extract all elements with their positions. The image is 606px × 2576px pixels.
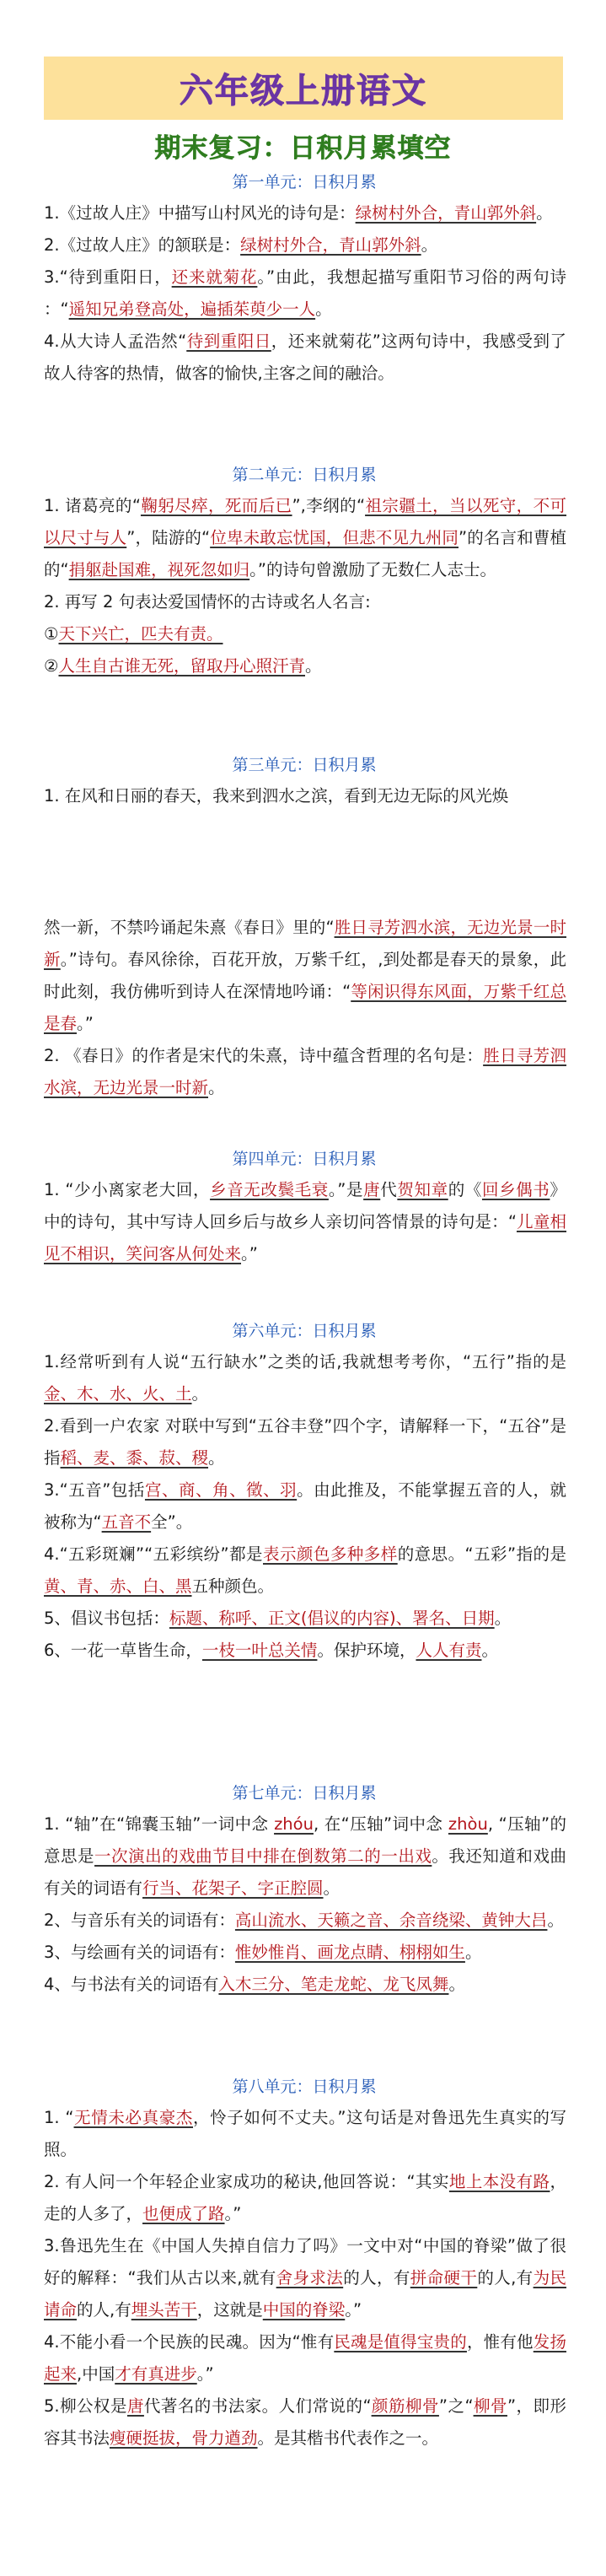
answer-text: 唐 (363, 1180, 381, 1199)
prompt-text: ”，陆游的“ (126, 528, 211, 547)
prompt-text: 3.“待到重阳日， (44, 267, 172, 287)
fill-in-item (44, 780, 566, 812)
answer-text: 惟妙惟肖、画龙点睛、栩栩如生 (234, 1943, 465, 1962)
unit-section (44, 1144, 566, 1270)
answer-text: 鞠躬尽瘁，死而后已 (140, 496, 292, 515)
prompt-text: 。 (448, 1975, 465, 1994)
prompt-text: ”，即形容其书法 (44, 2396, 566, 2448)
fill-in-item (44, 490, 566, 586)
prompt-text: 3、与绘画有关的词语有： (44, 1943, 235, 1962)
fill-in-item (44, 2166, 566, 2230)
fill-in-item (44, 650, 566, 682)
answer-text: 柳骨 (473, 2396, 507, 2416)
fill-in-item (44, 1539, 566, 1603)
fill-in-item (44, 1969, 566, 2001)
prompt-text: 。”由此，我想起描写重阳节习俗的两句诗 ：“ (44, 267, 566, 319)
prompt-text: 。 (481, 1641, 498, 1660)
prompt-text: 然一新，不禁吟诵起朱熹《春日》里的“ (44, 918, 335, 937)
prompt-text: 》中的诗句，其中写诗人回乡后与故乡人亲切问答情景的诗句是：“ (44, 1180, 566, 1231)
prompt-text: 2. 再写 2 句表达爱国情怀的古诗或名人名言: (44, 592, 371, 612)
fill-in-item (44, 1905, 566, 1937)
answer-text: 地上本没有路 (448, 2172, 550, 2191)
fill-in-item (44, 1937, 566, 1969)
prompt-text: , 在“压轴”词中念 (313, 1814, 448, 1834)
fill-in-item (44, 1635, 566, 1667)
answer-text: 瘦硬挺拔，骨力遒劲 (110, 2428, 258, 2448)
unit-section (44, 460, 566, 682)
prompt-text: 4.不能小看一个民族的民魂。因为“惟有 (44, 2332, 335, 2352)
section-heading: 第八单元：日积月累 (232, 2078, 377, 2096)
prompt-text: 。 (315, 299, 332, 319)
prompt-text: 2.看到一户农家 对联中写到“五谷丰登”四个字，请解释一下，“五谷”是指 (44, 1416, 566, 1468)
prompt-text: 。” (196, 2364, 214, 2384)
answer-text: 儿童相见不相识，笑问客从何处来 (44, 1212, 566, 1264)
answer-text: 入木三分、笔走龙蛇、龙飞凤舞 (218, 1975, 449, 1994)
prompt-text: 1.经常听到有人说“五行缺水”之类的话,我就想考考你，“五行”指的是 (44, 1352, 566, 1372)
answer-text: 还来就菊花 (171, 267, 258, 287)
prompt-text: ”之“ (438, 2396, 474, 2416)
prompt-text: ，还来就菊花”这两句诗中，我感受到了故人待客的热情，做客的愉快,主客之间的融洽。 (44, 331, 566, 383)
prompt-text: 。” (224, 2204, 242, 2223)
fill-in-item (44, 912, 566, 1040)
prompt-text: 。 (305, 656, 322, 676)
section-heading: 第四单元：日积月累 (232, 1150, 377, 1168)
fill-in-item (44, 1040, 566, 1104)
prompt-text: ，这就是 (196, 2300, 263, 2320)
prompt-text: 。 (536, 203, 553, 223)
prompt-text: 。 (547, 1910, 564, 1930)
fill-in-item (44, 229, 566, 261)
answer-text: 也便成了路 (142, 2204, 225, 2223)
answer-text: 位卑未敢忘忧国，但悲不见九州同 (210, 528, 459, 547)
answer-text: 金、木、水、火、土 (44, 1384, 192, 1404)
answer-text: 一次演出的戏曲节目中排在倒数第二的一出戏 (94, 1846, 432, 1866)
prompt-text: 2、与音乐有关的词语有： (44, 1910, 235, 1930)
unit-section (44, 2072, 566, 2455)
answer-text: 中国的脊梁 (262, 2300, 346, 2320)
prompt-text: 的人,有 (77, 2300, 131, 2320)
prompt-text: 。保护环境， (317, 1641, 416, 1660)
prompt-text: 。我还知道和戏曲有关的词语有 (44, 1846, 566, 1898)
prompt-text: 。 (191, 1384, 209, 1404)
prompt-text: ② (44, 656, 59, 676)
unit-section (44, 1778, 566, 2001)
answer-text: 唐 (126, 2396, 144, 2416)
answer-text: 天下兴亡，匹夫有责。 (58, 624, 223, 644)
prompt-text: 。是其楷书代表作之一。 (257, 2428, 439, 2448)
prompt-text: 4.“五彩斑斓”“五彩缤纷”都是 (44, 1544, 263, 1564)
prompt-text: 的意思。“五彩”指的是 (397, 1544, 566, 1564)
prompt-text: 。”的诗句曾激励了无数仁人志士。 (249, 560, 496, 579)
fill-in-item (44, 2230, 566, 2326)
prompt-text: 五种颜色。 (191, 1576, 275, 1596)
prompt-text: 。 (494, 1609, 512, 1628)
fill-in-item (44, 1808, 566, 1905)
prompt-text: ”,李纲的“ (292, 496, 366, 515)
prompt-text: ① (44, 624, 59, 644)
answer-text: 黄、青、赤、白、黑 (44, 1576, 192, 1596)
answer-text: zhóu (274, 1814, 314, 1834)
fill-in-item (44, 2390, 566, 2455)
prompt-text: 2.《过故人庄》的颔联是： (44, 235, 241, 255)
fill-in-item (44, 197, 566, 229)
prompt-text: ，惟有他 (466, 2332, 534, 2352)
page-subtitle: 期末复习：日积月累填空 (154, 133, 452, 164)
answer-text: 舍身求法 (276, 2268, 344, 2288)
prompt-text: 。”是 (328, 1180, 364, 1199)
fill-in-item (44, 1346, 566, 1410)
prompt-text: 。” (345, 2300, 362, 2320)
answer-text: 五音不 (101, 1512, 152, 1532)
section-heading: 第六单元：日积月累 (232, 1322, 377, 1340)
answer-text: 绿树村外合，青山郭外斜 (240, 235, 421, 255)
prompt-text: 。 (421, 235, 438, 255)
prompt-text: 5、倡议书包括： (44, 1609, 169, 1628)
answer-text: 稻、麦、黍、菽、稷 (60, 1448, 209, 1468)
prompt-text: 。” (77, 1014, 94, 1033)
prompt-text: 5.柳公权是 (44, 2396, 127, 2416)
answer-text: 待到重阳日 (186, 331, 271, 351)
answer-text: 人生自古谁无死，留取丹心照汗青 (58, 656, 305, 676)
answer-text: 表示颜色多种多样 (263, 1544, 398, 1564)
page-title: 六年级上册语文 (180, 72, 427, 110)
prompt-text: 。 (208, 1448, 225, 1468)
prompt-text: 1. 在风和日丽的春天，我来到泗水之滨，看到无边无际的风光焕 (44, 786, 509, 806)
answer-text: 宫、商、角、徵、羽 (144, 1480, 298, 1500)
section-heading: 第一单元：日积月累 (232, 173, 377, 191)
fill-in-item (44, 1474, 566, 1539)
unit-section (44, 167, 566, 390)
prompt-text: 1. 诸葛亮的“ (44, 496, 141, 515)
title-banner (44, 57, 563, 120)
prompt-text: 2. 《春日》的作者是宋代的朱熹，诗中蕴含哲理的名句是： (44, 1046, 484, 1065)
prompt-text: 3.鲁迅先生在《中国人失掉自信力了吗》一文中对“中国的脊梁”做了很好的解释：“我们从古以来,就有 (44, 2236, 566, 2288)
fill-in-item (44, 261, 566, 326)
answer-text: 胜日寻芳泗水滨，无边光景一时新 (44, 1046, 566, 1097)
answer-text: 高山流水、天籁之音、余音绕梁、黄钟大吕 (234, 1910, 548, 1930)
answer-text: 人人有责 (416, 1641, 482, 1660)
answer-text: 发扬起来 (44, 2332, 566, 2384)
prompt-text: 全”。 (151, 1512, 193, 1532)
prompt-text: 。由此推及，不能掌握五音的人，就被称为“ (44, 1480, 566, 1532)
unit-section (44, 750, 566, 1104)
section-heading: 第三单元：日积月累 (232, 756, 377, 774)
prompt-text: 4、与书法有关的词语有 (44, 1975, 219, 1994)
prompt-text: 。 (323, 1878, 341, 1898)
prompt-text: 1. “少小离家老大回， (44, 1180, 211, 1199)
fill-in-item (44, 2326, 566, 2390)
answer-text: 捐躯赴国难，视死忽如归 (68, 560, 250, 579)
prompt-text: 。”诗句。春风徐徐，百花开放，万紫千红，,到处都是春天的景象，此时此刻，我仿佛听到诗人在深情地吟诵：“ (44, 950, 566, 1001)
fill-in-item (44, 326, 566, 390)
answer-text: 才有真进步 (115, 2364, 197, 2384)
prompt-text: ，走的人多了， (44, 2172, 566, 2223)
answer-text: 行当、花架子、字正腔圆 (142, 1878, 324, 1898)
fill-in-item (44, 2102, 566, 2166)
fill-in-item (44, 1603, 566, 1635)
answer-text: 颜筋柳骨 (371, 2396, 439, 2416)
answer-text: 胜日寻芳泗水滨，无边光景一时新 (44, 918, 566, 969)
prompt-text: ”的名言和曹植的“ (44, 528, 566, 579)
answer-text: 为民请命 (44, 2268, 566, 2320)
prompt-text: 的《 (448, 1180, 482, 1199)
answer-text: 标题、称呼、正文(倡议的内容)、署名、日期 (169, 1609, 495, 1628)
prompt-text: , “压轴”的意思是 (44, 1814, 566, 1866)
unit-section (44, 1316, 566, 1667)
prompt-text: 1. “轴”在“锦囊玉轴”一词中念 (44, 1814, 275, 1834)
prompt-text: 4.从大诗人孟浩然“ (44, 331, 187, 351)
fill-in-item (44, 618, 566, 650)
prompt-text: 代著名的书法家。人们常说的“ (143, 2396, 372, 2416)
answer-text: 无情未必真豪杰 (73, 2108, 193, 2127)
answer-text: 民魂是值得宝贵的 (334, 2332, 467, 2352)
answer-text: 埋头苦干 (131, 2300, 197, 2320)
answer-text: 贺知章 (397, 1180, 448, 1199)
fill-in-item (44, 586, 566, 618)
answer-text: 拼命硬干 (410, 2268, 478, 2288)
answer-text: 绿树村外合，青山郭外斜 (355, 203, 537, 223)
prompt-text: 2. 有人问一个年轻企业家成功的秘诀,他回答说：“其实 (44, 2172, 449, 2191)
prompt-text: ,中国 (77, 2364, 115, 2384)
prompt-text: 。 (208, 1078, 225, 1097)
prompt-text: 代 (380, 1180, 398, 1199)
answer-text: 遥知兄弟登高处，遍插茱萸少一人 (68, 299, 316, 319)
prompt-text: 1.《过故人庄》中描写山村风光的诗句是： (44, 203, 356, 223)
answer-text: zhòu (448, 1814, 488, 1834)
section-heading: 第二单元：日积月累 (232, 466, 377, 484)
answer-text: 祖宗疆土，当以死守，不可以尺寸与人 (44, 496, 566, 547)
answer-text: 一枝一叶总关情 (201, 1641, 318, 1660)
prompt-text: 的人,有 (477, 2268, 534, 2288)
prompt-text: ，怜子如何不丈夫。”这句话是对鲁迅先生真实的写照。 (44, 2108, 566, 2159)
answer-text: 回乡偶书 (481, 1180, 550, 1199)
fill-in-item (44, 1174, 566, 1270)
prompt-text: 的人，有 (343, 2268, 410, 2288)
prompt-text: 。 (464, 1943, 482, 1962)
prompt-text: 1. “ (44, 2108, 74, 2127)
prompt-text: 。” (241, 1244, 258, 1264)
fill-in-item (44, 1410, 566, 1474)
section-heading: 第七单元：日积月累 (232, 1784, 377, 1803)
prompt-text: 3.“五音”包括 (44, 1480, 145, 1500)
answer-text: 等闲识得东风面，万紫千红总是春 (44, 982, 566, 1033)
prompt-text: 6、一花一草皆生命， (44, 1641, 202, 1660)
answer-text: 乡音无改鬓毛衰 (210, 1180, 329, 1199)
